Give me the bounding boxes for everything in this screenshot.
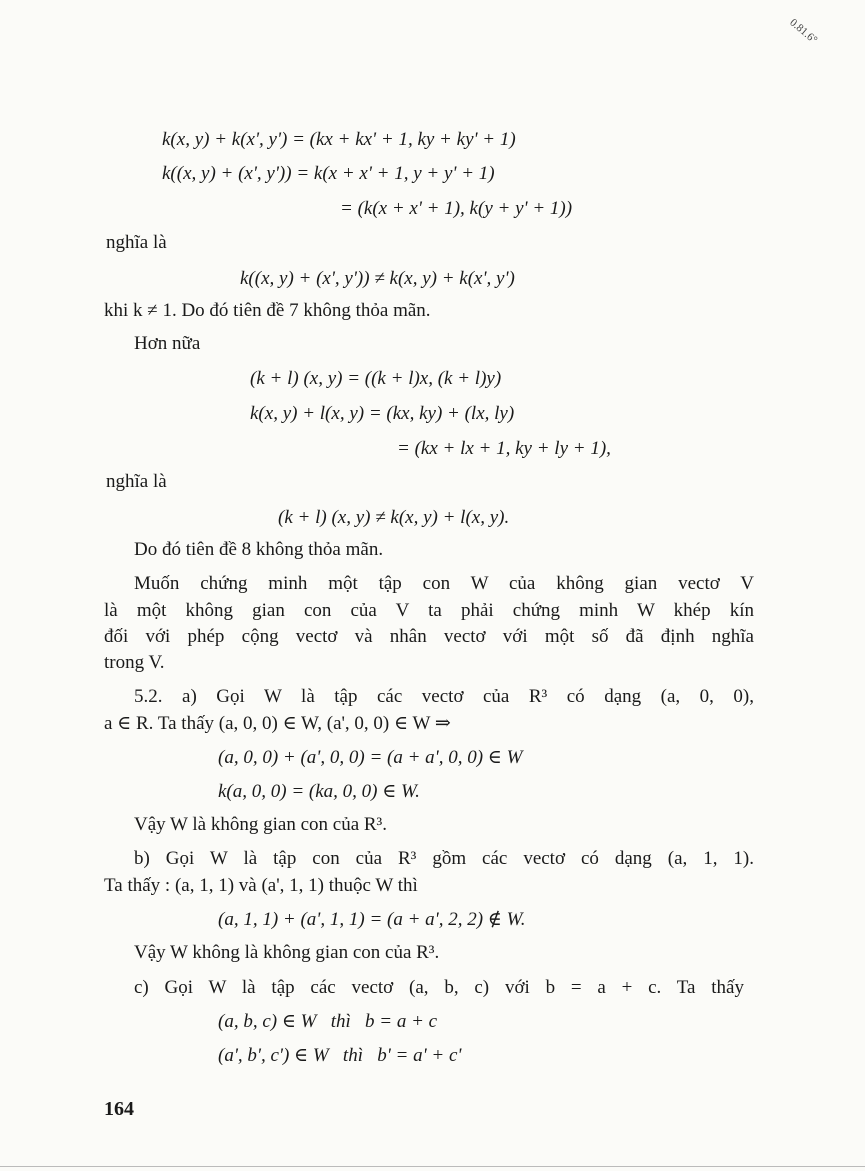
text-line-17: trong V. [104, 652, 165, 673]
equation-line-29: (a', b', c') ∈ W thì b' = a' + c' [218, 1045, 462, 1066]
text-line-22: Vậy W là không gian con của R³. [134, 814, 387, 835]
equation-line-21: k(a, 0, 0) = (ka, 0, 0) ∈ W. [218, 781, 420, 802]
text-line-11: nghĩa là [106, 471, 167, 492]
page-number: 164 [104, 1098, 134, 1120]
text-line-23: b) Gọi W là tập con của R³ gồm các vectơ có dạng (a, 1, 1). [134, 848, 754, 869]
equation-line-5: k((x, y) + (x', y')) ≠ k(x, y) + k(x', y') [240, 268, 515, 289]
text-line-7: Hơn nữa [134, 333, 201, 354]
equation-line-3: = (k(x + x' + 1), k(y + y' + 1)) [340, 198, 573, 219]
text-line-18: 5.2. a) Gọi W là tập các vectơ của R³ có dạng (a, 0, 0), [134, 686, 754, 707]
text-line-15: là một không gian con của V ta phải chứng minh W khép kín [104, 600, 754, 621]
bottom-edge-rule [0, 1166, 865, 1167]
equation-line-12: (k + l) (x, y) ≠ k(x, y) + l(x, y). [278, 507, 510, 528]
equation-line-1: k(x, y) + k(x', y') = (kx + kx' + 1, ky + ky' + 1) [162, 129, 516, 150]
text-line-27: c) Gọi W là tập các vectơ (a, b, c) với b = a + c. Ta thấy [134, 977, 744, 998]
text-line-13: Do đó tiên đề 8 không thỏa mãn. [134, 539, 384, 560]
text-line-19: a ∈ R. Ta thấy (a, 0, 0) ∈ W, (a', 0, 0) ∈ W ⇒ [104, 713, 451, 734]
text-line-14: Muốn chứng minh một tập con W của không gian vectơ V [134, 573, 754, 594]
text-line-26: Vậy W không là không gian con của R³. [134, 942, 440, 963]
equation-line-2: k((x, y) + (x', y')) = k(x + x' + 1, y + y' + 1) [162, 163, 495, 184]
text-line-24: Ta thấy : (a, 1, 1) và (a', 1, 1) thuộc W thì [104, 875, 418, 896]
text-line-16: đối với phép cộng vectơ và nhân vectơ với một số đã định nghĩa [104, 626, 754, 647]
text-line-6: khi k ≠ 1. Do đó tiên đề 7 không thỏa mãn. [104, 300, 431, 321]
equation-line-9: k(x, y) + l(x, y) = (kx, ky) + (lx, ly) [250, 403, 515, 424]
equation-line-28: (a, b, c) ∈ W thì b = a + c [218, 1011, 438, 1032]
equation-line-10: = (kx + lx + 1, ky + ly + 1), [397, 438, 611, 459]
text-line-4: nghĩa là [106, 232, 167, 253]
equation-line-8: (k + l) (x, y) = ((k + l)x, (k + l)y) [250, 368, 502, 389]
corner-stamp: 0.81.6° [787, 16, 820, 47]
equation-line-25: (a, 1, 1) + (a', 1, 1) = (a + a', 2, 2) ∉ W. [218, 909, 526, 930]
equation-line-20: (a, 0, 0) + (a', 0, 0) = (a + a', 0, 0) ∈ W [218, 747, 523, 768]
